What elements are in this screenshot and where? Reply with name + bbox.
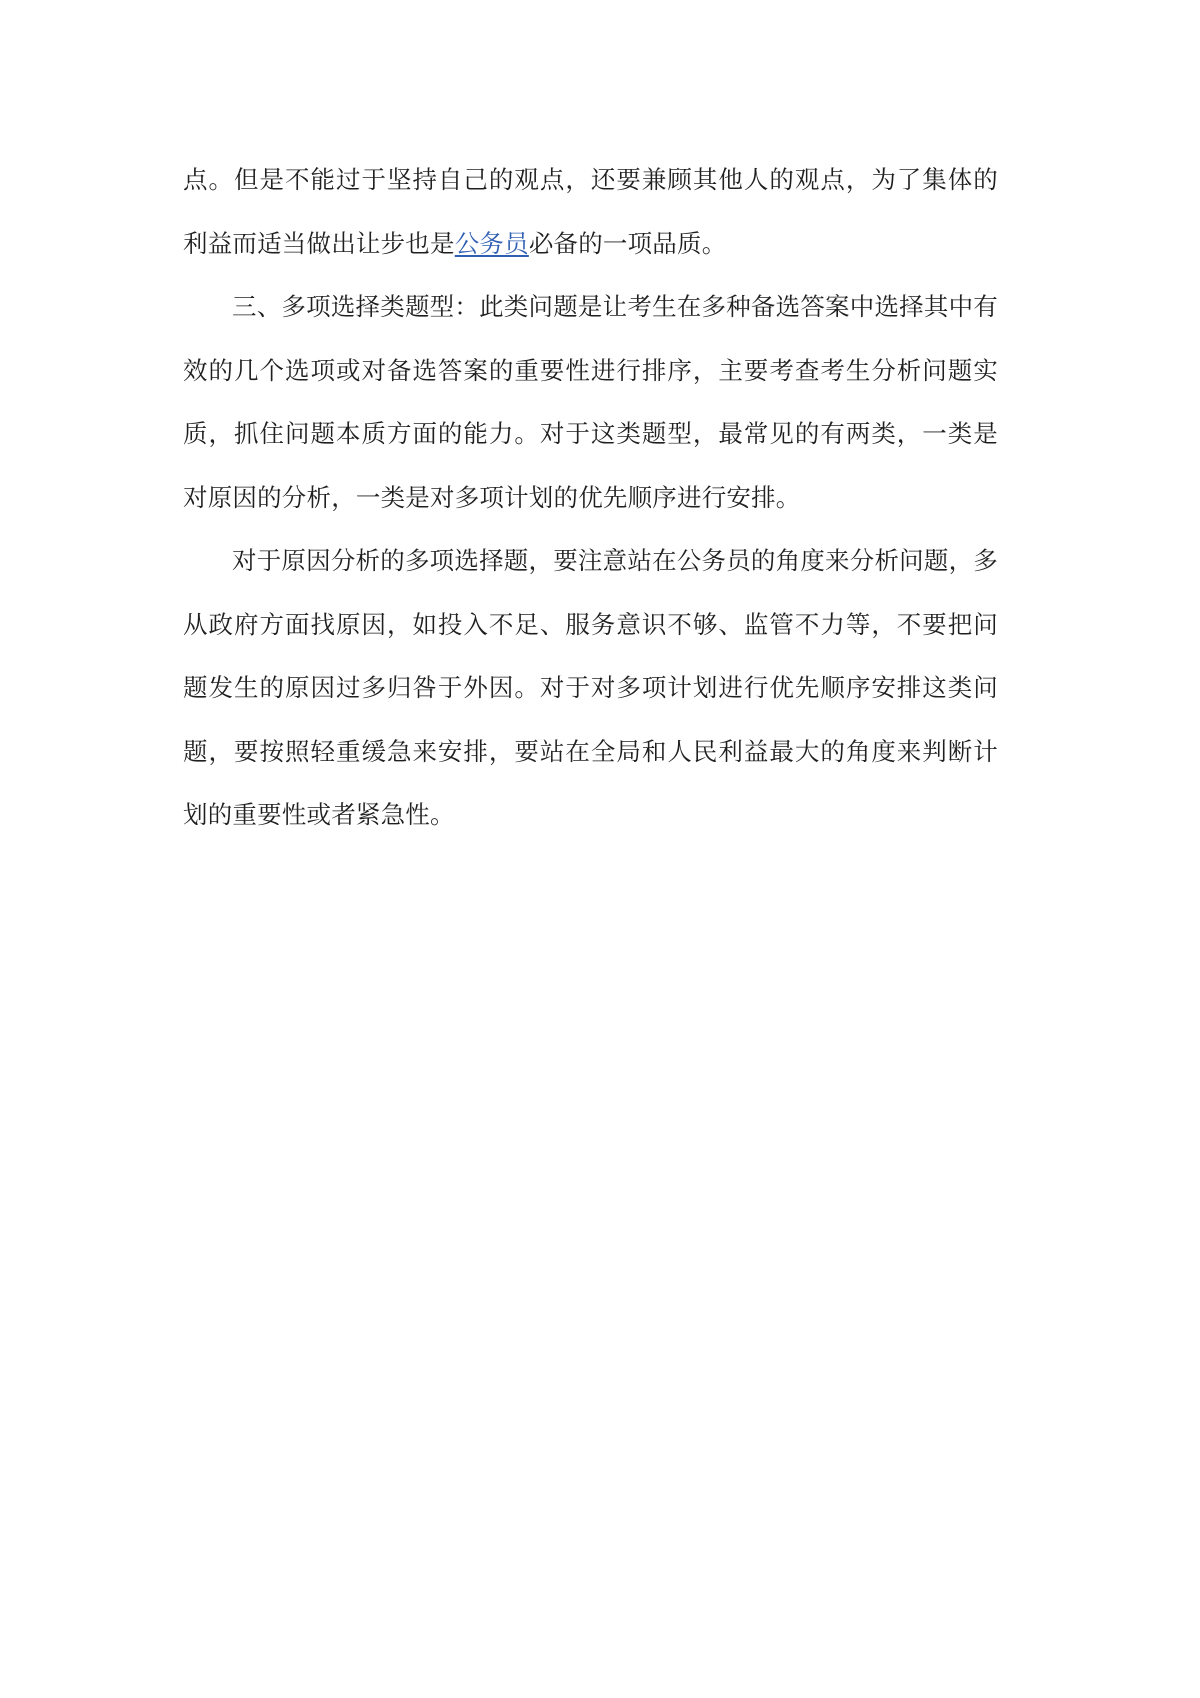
paragraph-multiple-choice-type: 三、多项选择类题型：此类问题是让考生在多种备选答案中选择其中有效的几个选项或对备选答案的重要性进行排序，主要考查考生分析问题实质，抓住问题本质方面的能力。对于这类题型，最常见的有两类，一类是对原因的分析，一类是对多项计划的优先顺序进行安排。 — [183, 292, 998, 512]
paragraph-1-text-after-link: 必备的一项品质。 — [528, 228, 727, 258]
paragraph-1-text-before-link: 点。但是不能过于坚持自己的观点，还要兼顾其他人的观点，为了集体的利益而适当做出让步也是 — [183, 165, 998, 258]
document-body — [183, 148, 998, 847]
civil-servant-link[interactable]: 公务员 — [454, 228, 529, 258]
paragraph-cause-analysis: 对于原因分析的多项选择题，要注意站在公务员的角度来分析问题，多从政府方面找原因，如投入不足、服务意识不够、监管不力等，不要把问题发生的原因过多归咎于外因。对于对多项计划进行优先顺序安排这类问题，要按照轻重缓急来安排，要站在全局和人民利益最大的角度来判断计划的重要性或者紧急性。 — [183, 546, 998, 829]
paragraph-continuation — [183, 148, 998, 275]
